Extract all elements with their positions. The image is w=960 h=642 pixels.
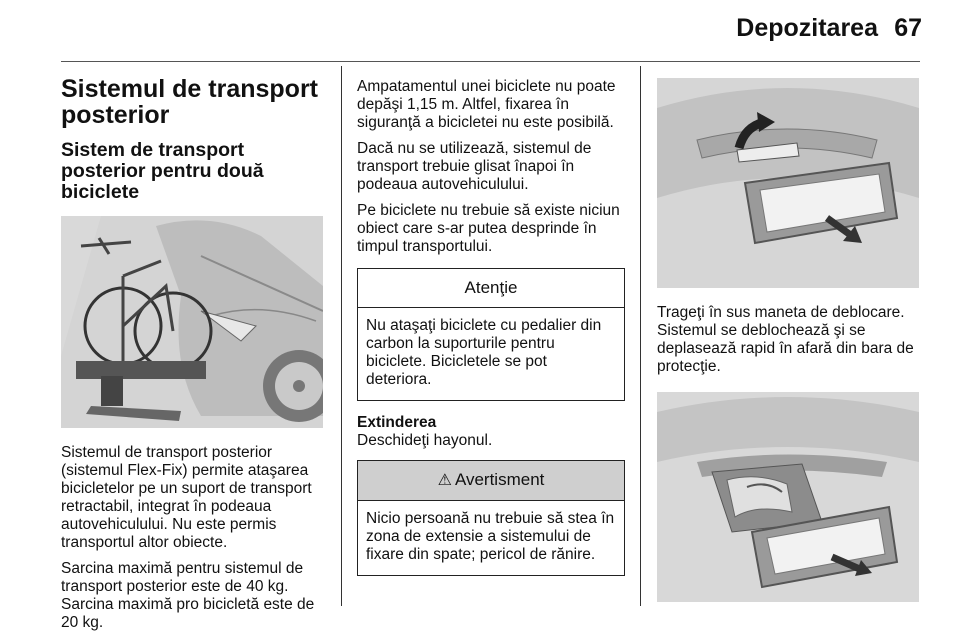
extension-heading: Extinderea	[357, 414, 437, 431]
intro-paragraph: Sistemul de transport posterior (sistemul Flex-Fix) permite ataşarea bicicletelor pe un suport de transport retractabil, integrat în podeaua autovehiculului. Nu este permis transportul altor obiecte.	[61, 444, 312, 551]
load-paragraph: Sarcina maximă pentru sistemul de transport posterior este de 40 kg. Sarcina maximă pro bicicletă este de 20 kg.	[61, 560, 315, 631]
caution-text: Nu ataşaţi biciclete cu pedalier din carbon la suporturile pentru biciclete. Bicicletele se pot deteriora.	[366, 317, 602, 388]
loose-objects-paragraph: Pe biciclete nu trebuie să existe niciun obiect care s-ar putea desprinde în timpul transportului.	[357, 202, 620, 255]
warning-icon: ⚠	[437, 472, 452, 489]
subsection-title: Sistem de transport posterior pentru două biciclete	[61, 139, 264, 203]
column-2	[357, 78, 625, 576]
retract-paragraph: Dacă nu se utilizează, sistemul de transport trebuie glisat înapoi în podeaua autovehiculului.	[357, 140, 592, 193]
bike-carrier-figure	[61, 216, 323, 428]
column-divider-2	[640, 66, 641, 606]
column-1	[61, 76, 326, 632]
extended-carrier-figure	[657, 392, 919, 602]
caution-title: Atenţie	[358, 269, 624, 308]
release-lever-figure	[657, 78, 919, 288]
section-title: Sistemul de transport posterior	[61, 75, 318, 129]
warning-text: Nicio persoană nu trebuie să stea în zona de extensie a sistemului de fixare din spate; pericol de rănire.	[366, 510, 615, 563]
release-caption: Trageţi în sus maneta de deblocare. Sistemul se deblochează şi se deplasează rapid în afară din bara de protecţie.	[657, 304, 914, 375]
warning-title: Avertisment	[454, 470, 545, 489]
page-header-title: Depozitarea	[736, 14, 878, 42]
wheelbase-paragraph: Ampatamentul unei biciclete nu poate depăşi 1,15 m. Altfel, fixarea în siguranţă a bicicletei nu este posibilă.	[357, 78, 616, 131]
column-3	[657, 78, 921, 602]
caution-box	[357, 268, 625, 401]
warning-head	[358, 461, 624, 501]
page-number: 67	[894, 14, 922, 42]
header-rule	[61, 61, 920, 62]
extension-text: Deschideţi hayonul.	[357, 432, 493, 449]
warning-box	[357, 460, 625, 576]
column-divider-1	[341, 66, 342, 606]
